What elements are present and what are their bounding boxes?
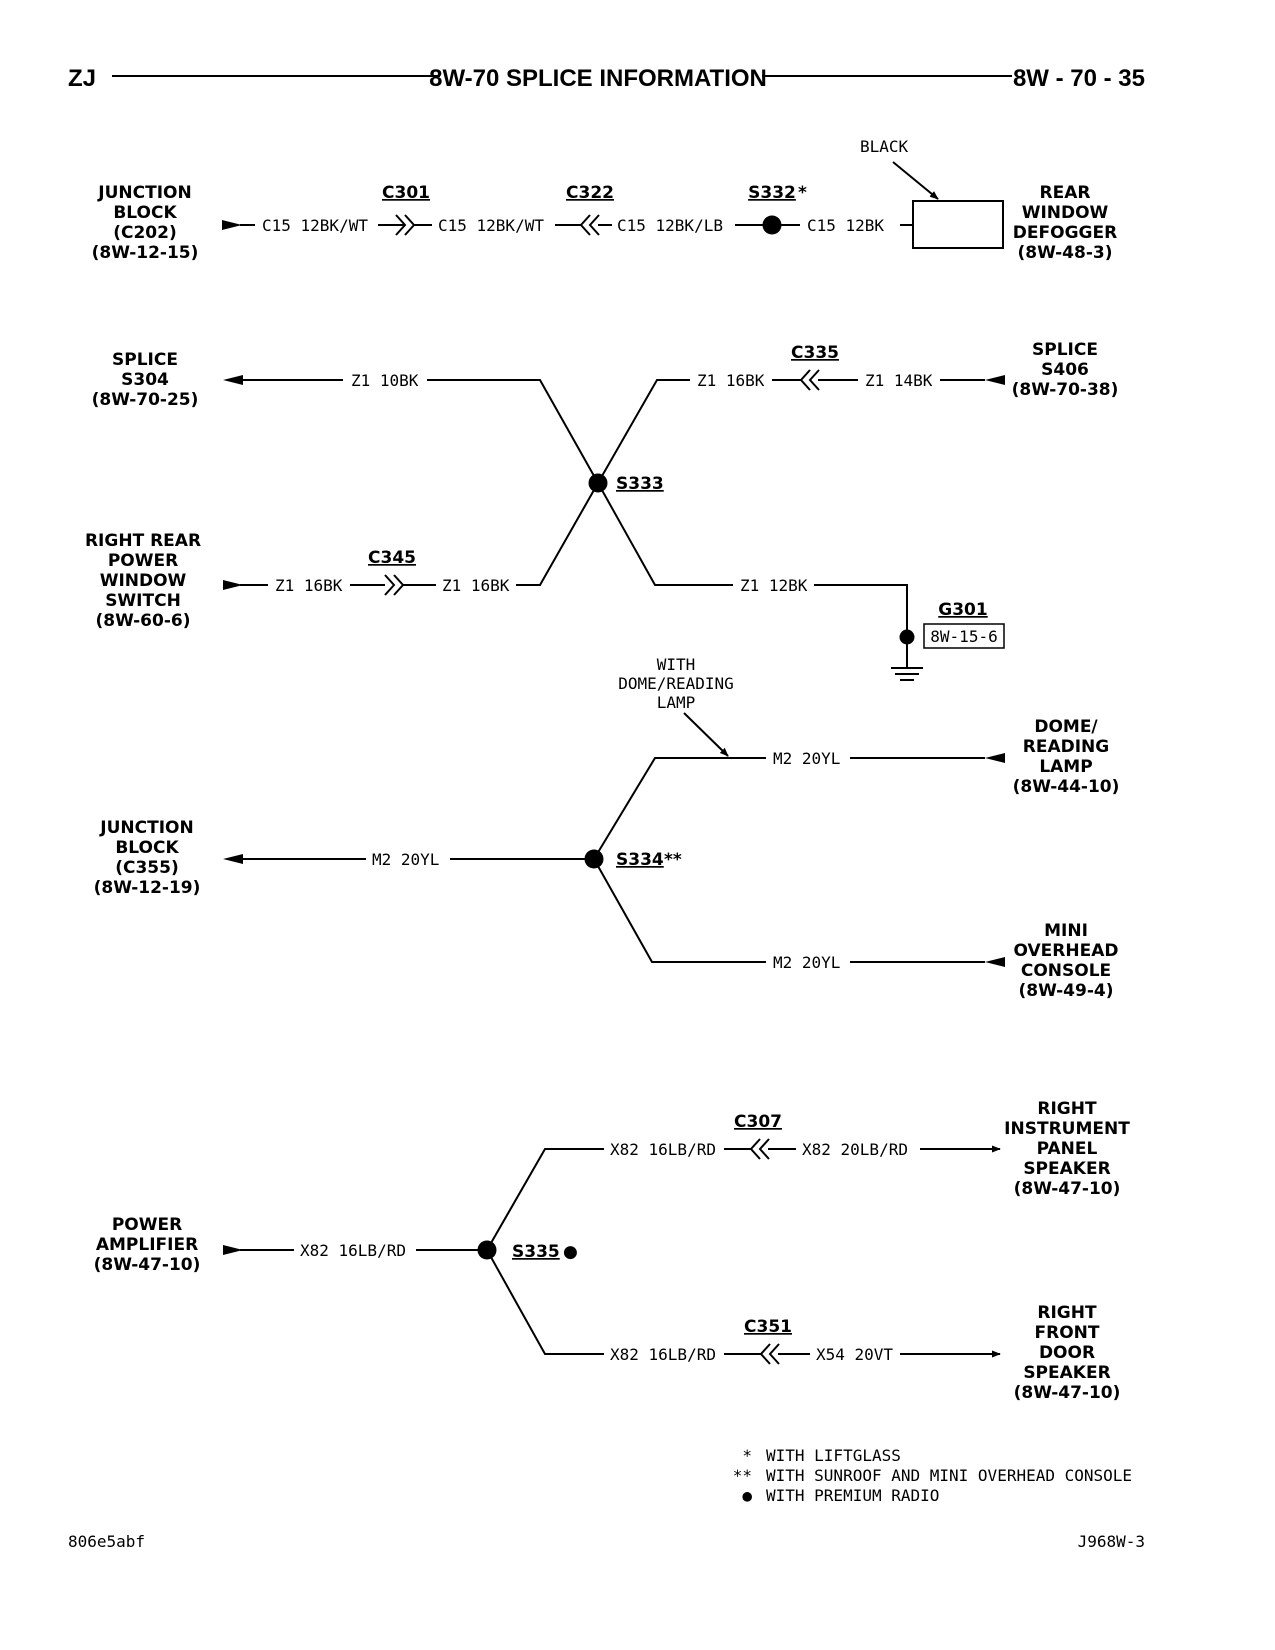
component-label-line: (8W-48-3) [1017, 243, 1113, 263]
component-right-instrument-panel-speaker [1004, 1099, 1130, 1199]
component-label-line: (8W-12-19) [93, 878, 201, 898]
footnote-mark: ** [664, 850, 682, 870]
connector-c345-label: C345 [368, 548, 416, 568]
component-right-rear-power-window-switch [85, 531, 201, 631]
component-label-line: SPEAKER [1023, 1159, 1111, 1179]
ground-ref-label: 8W-15-6 [930, 627, 998, 646]
component-label-line: (8W-44-10) [1012, 777, 1120, 797]
ground-symbol [891, 668, 923, 680]
leader-arrow [893, 162, 938, 199]
terminal-arrow [985, 957, 1005, 967]
component-label-line: (8W-47-10) [1013, 1179, 1121, 1199]
wire-label: M2 20YL [773, 749, 841, 768]
component-label-line: (8W-49-4) [1018, 981, 1114, 1001]
component-label-line: BLOCK [113, 203, 177, 223]
component-label-line: SWITCH [105, 591, 181, 611]
page-title: 8W-70 SPLICE INFORMATION [429, 65, 767, 92]
terminal-arrow [223, 854, 243, 864]
component-label-line: MINI [1044, 921, 1088, 941]
wire-label: C15 12BK [807, 216, 885, 235]
terminal-arrow [985, 753, 1005, 763]
component-label-line: (8W-60-6) [95, 611, 191, 631]
component-label-line: READING [1022, 737, 1110, 757]
wire-label: Z1 16BK [275, 576, 343, 595]
color-note-black: BLACK [860, 137, 909, 156]
component-label-line: DOME/ [1034, 717, 1098, 737]
component-label-line: (8W-70-25) [91, 390, 199, 410]
connector-c307-symbol [751, 1139, 769, 1159]
wire-label: M2 20YL [372, 850, 440, 869]
wire-label: X82 20LB/RD [802, 1140, 908, 1159]
diagram-s332 [92, 137, 1118, 263]
splice-s334-label: S334 [616, 850, 664, 870]
connector-c345-symbol [385, 575, 403, 595]
component-label-line: WINDOW [1021, 203, 1109, 223]
component-label-line: POWER [107, 551, 179, 571]
wire-label: C15 12BK/LB [617, 216, 723, 235]
footnote-mark: * [742, 1446, 752, 1465]
diagram-s334 [94, 655, 1120, 1001]
wire-label: X82 16LB/RD [610, 1140, 716, 1159]
component-label-line: RIGHT [1037, 1303, 1097, 1323]
wire [427, 380, 598, 483]
component-label-line: LAMP [1039, 757, 1093, 777]
wire-label: Z1 14BK [865, 371, 933, 390]
option-note-line: WITH [656, 655, 696, 674]
terminal-arrow [223, 375, 243, 385]
wire [594, 758, 766, 859]
footnote-mark: * [798, 183, 807, 203]
component-label-line: (8W-47-10) [1013, 1383, 1121, 1403]
model-code: ZJ [68, 65, 97, 92]
footer-id: 806e5abf [68, 1532, 146, 1551]
diagram-s333 [85, 340, 1118, 680]
component-rear-window-defogger [1013, 183, 1117, 263]
wire-label: X82 16LB/RD [610, 1345, 716, 1364]
ground-g301-dot [900, 630, 915, 645]
component-mini-overhead-console [1014, 921, 1119, 1001]
splice-s335-label: S335 [512, 1242, 560, 1262]
footnote-mark: ● [563, 1242, 578, 1262]
component-label-line: AMPLIFIER [95, 1235, 199, 1255]
component-label-line: SPLICE [112, 350, 178, 370]
component-label-line: WINDOW [99, 571, 187, 591]
wire [814, 585, 907, 668]
wire-label: Z1 16BK [697, 371, 765, 390]
connector-c351-label: C351 [744, 1317, 792, 1337]
footnote-text: WITH PREMIUM RADIO [766, 1486, 940, 1505]
component-label-line: FRONT [1034, 1323, 1100, 1343]
wire [594, 859, 766, 962]
footnote-text: WITH SUNROOF AND MINI OVERHEAD CONSOLE [766, 1466, 1133, 1485]
option-note-line: DOME/READING [618, 674, 734, 693]
wire-label: Z1 10BK [351, 371, 419, 390]
component-label-line: JUNCTION [98, 183, 192, 203]
component-label-line: S406 [1041, 360, 1089, 380]
connector-c351-symbol [761, 1344, 779, 1364]
component-junction-block-c202 [92, 183, 199, 263]
wire [487, 1250, 604, 1354]
component-label-line: (C202) [113, 223, 177, 243]
footnote-mark: ● [742, 1486, 752, 1505]
component-splice-s406 [1012, 340, 1119, 400]
component-splice-s304 [92, 350, 199, 410]
wire [516, 483, 598, 585]
leader-arrow [684, 713, 728, 756]
component-label-line: (C355) [115, 858, 179, 878]
wire [598, 380, 690, 483]
footnote-mark: ** [732, 1466, 752, 1485]
wire-label: C15 12BK/WT [262, 216, 368, 235]
wire [487, 1149, 604, 1250]
component-label-line: BLOCK [115, 838, 179, 858]
component-label-line: OVERHEAD [1013, 941, 1119, 961]
component-label-line: DOOR [1038, 1343, 1096, 1363]
component-label-line: SPEAKER [1023, 1363, 1111, 1383]
splice-s332-label: S332 [748, 183, 796, 203]
component-label-line: RIGHT REAR [84, 531, 202, 551]
option-note-line: LAMP [656, 693, 696, 712]
wire-label: Z1 12BK [740, 576, 808, 595]
connector-c335-symbol [801, 370, 819, 390]
footer-figure-code: J968W-3 [1077, 1532, 1145, 1551]
component-label-line: S304 [121, 370, 169, 390]
defogger-component-box [913, 201, 1003, 248]
wire [598, 483, 733, 585]
component-right-front-door-speaker [1014, 1303, 1121, 1403]
footnotes [733, 1446, 1132, 1505]
component-label-line: JUNCTION [100, 818, 194, 838]
component-label-line: (8W-12-15) [91, 243, 199, 263]
component-label-line: INSTRUMENT [1004, 1119, 1130, 1139]
component-dome-reading-lamp [1013, 717, 1120, 797]
component-label-line: (8W-70-38) [1011, 380, 1119, 400]
component-label-line: SPLICE [1032, 340, 1098, 360]
connector-c335-label: C335 [791, 343, 839, 363]
page-number: 8W - 70 - 35 [1012, 65, 1145, 92]
wire-label: M2 20YL [773, 953, 841, 972]
page-header [68, 65, 1145, 92]
component-label-line: PANEL [1036, 1139, 1098, 1159]
wire-label: Z1 16BK [442, 576, 510, 595]
splice-s332-dot [763, 216, 782, 235]
splice-s333-label: S333 [616, 474, 664, 494]
diagram-s335 [94, 1099, 1131, 1403]
component-junction-block-c355 [94, 818, 201, 898]
wire-label: X82 16LB/RD [300, 1241, 406, 1260]
component-label-line: DEFOGGER [1012, 223, 1118, 243]
wire-label: C15 12BK/WT [438, 216, 544, 235]
footnote-text: WITH LIFTGLASS [766, 1446, 901, 1465]
component-power-amplifier [94, 1215, 201, 1275]
component-label-line: REAR [1039, 183, 1091, 203]
component-label-line: (8W-47-10) [93, 1255, 201, 1275]
connector-c322-label: C322 [566, 183, 614, 203]
ground-g301-label: G301 [938, 600, 988, 620]
component-label-line: CONSOLE [1020, 961, 1112, 981]
terminal-arrow [222, 220, 242, 230]
connector-c322-symbol [581, 215, 599, 235]
component-label-line: POWER [111, 1215, 183, 1235]
connector-c301-label: C301 [382, 183, 430, 203]
wire-label: X54 20VT [816, 1345, 894, 1364]
connector-c307-label: C307 [734, 1112, 782, 1132]
component-label-line: RIGHT [1037, 1099, 1097, 1119]
terminal-arrow [985, 375, 1005, 385]
